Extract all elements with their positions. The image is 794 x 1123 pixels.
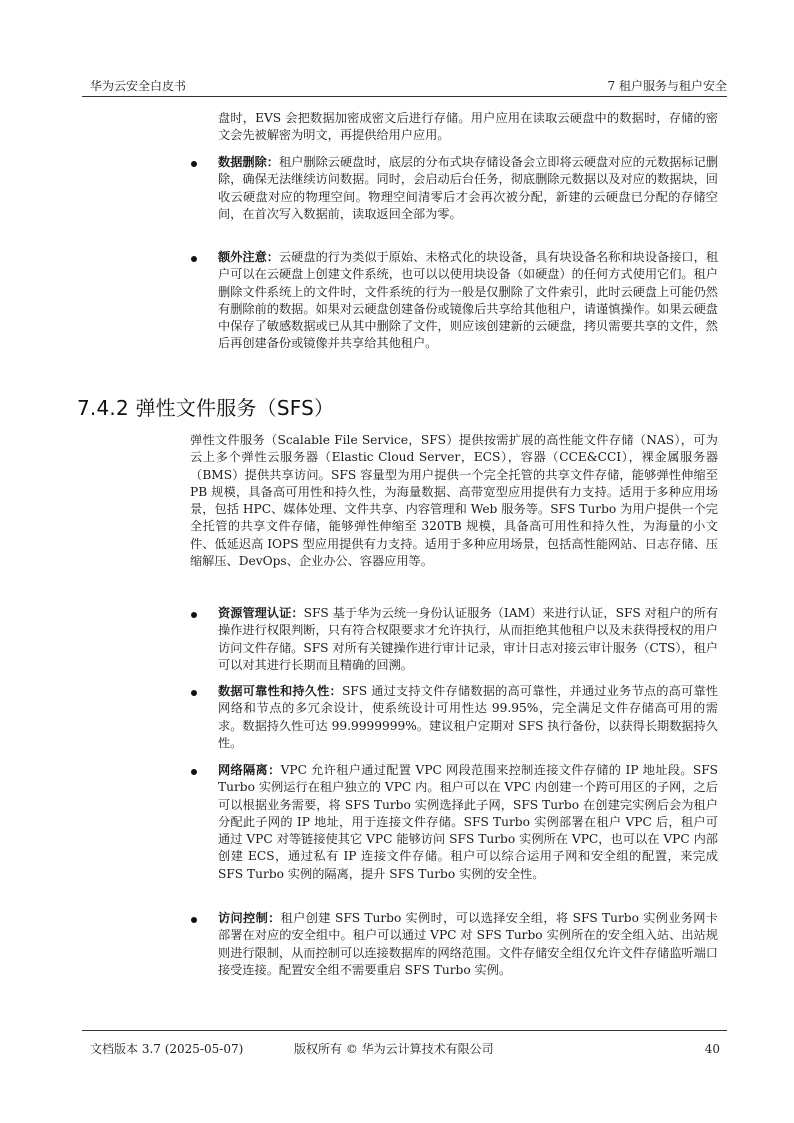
bullet-term: 访问控制：	[218, 911, 281, 925]
footer-page-number: 40	[704, 1042, 720, 1056]
bullet-term: 网络隔离：	[218, 763, 281, 777]
bullet-reliability	[218, 683, 718, 752]
footer-version: 文档版本 3.7 (2025-05-07)	[90, 1042, 244, 1056]
bullet-network-isolation	[218, 762, 718, 883]
bullet-text: 租户删除云硬盘时，底层的分布式块存储设备会立即将云硬盘对应的元数据标记删除，确保无法继续访问数据。同时，会启动后台任务，彻底删除元数据以及对应的数据块，回收云硬盘对应的物理空间。物理空间清零后才会再次被分配，新建的云硬盘已分配的存储空间，在首次写入数据前，读取返回全部为零。	[218, 155, 719, 221]
bullet-text: 租户创建 SFS Turbo 实例时，可以选择安全组，将 SFS Turbo 实例业务网卡部署在对应的安全组中。租户可以通过 VPC 对 SFS Turbo 实例所在的安全组入站、出站规则进行限制，从而控制可以连接数据库的网络范围。文件存储安全组仅允许文件存储监听端口接受连接。配置安全组不需要重启 SFS Turbo 实例。	[218, 911, 718, 977]
bullet-term: 额外注意：	[218, 250, 279, 264]
footer-divider	[82, 1030, 727, 1031]
bullet-dot	[191, 612, 197, 618]
header-chapter-title: 7 租户服务与租户安全	[607, 79, 727, 93]
bullet-dot	[191, 690, 197, 696]
bullet-dot	[191, 161, 197, 167]
bullet-dot	[191, 256, 197, 262]
bullet-text: VPC 允许租户通过配置 VPC 网段范围来控制连接文件存储的 IP 地址段。SFS Turbo 实例运行在租户独立的 VPC 内。租户可以在 VPC 内创建一个跨可用区的子网，之后可以根据业务需要，将 SFS Turbo 实例选择此子网，SFS Turbo 在创建完实例后会为租户分配此子网的 IP 地址，用于连接文件存储。SFS Turbo 实例部署在租户 VPC 后，租户可通过 VPC 对等链接使其它 VPC 能够访问 SFS Turbo 实例所在 VPC，也可以在 VPC 内部创建 ECS，通过私有 IP 连接文件存储。租户可以综合运用子网和安全组的配置，来完成 SFS Turbo 实例的隔离，提升 SFS Turbo 实例的安全性。	[218, 763, 718, 881]
continuation-paragraph: 盘时，EVS 会把数据加密成密文后进行存储。用户应用在读取云硬盘中的数据时，存储的密文会先被解密为明文，再提供给用户应用。	[218, 111, 718, 143]
bullet-resource-auth	[218, 605, 718, 674]
bullet-dot	[191, 769, 197, 775]
header-doc-title: 华为云安全白皮书	[90, 79, 187, 93]
bullet-extra-notice	[218, 249, 718, 353]
bullet-text: 云硬盘的行为类似于原始、未格式化的块设备，具有块设备名称和块设备接口，租户可以在云硬盘上创建文件系统，也可以以使用块设备（如硬盘）的任何方式使用它们。租户删除文件系统上的文件时，文件系统的行为一般是仅删除了文件索引，此时云硬盘上可能仍然有删除前的数据。如果对云硬盘创建备份或镜像后共享给其他租户，请谨慎操作。如果云硬盘中保存了敏感数据或已从其中删除了文件，则应该创建新的云硬盘，拷贝需要共享的文件，然后再创建备份或镜像并共享给其他租户。	[218, 250, 719, 351]
bullet-term: 数据可靠性和持久性：	[218, 684, 342, 698]
sfs-intro-paragraph: 弹性文件服务（Scalable File Service，SFS）提供按需扩展的高性能文件存储（NAS），可为云上多个弹性云服务器（Elastic Cloud Server，ECS），容器（CCE&CCI），裸金属服务器（BMS）提供共享访问。SFS 容量型为用户提供一个完全托管的共享文件存储，能够弹性伸缩至 PB 规模，具备高可用性和持久性，为海量数据、高带宽型应用提供有力支持。适用于多种应用场景，包括 HPC、媒体处理、文件共享、内容管理和 Web 服务等。SFS Turbo 为用户提供一个完全托管的共享文件存储，能够弹性伸缩至 320TB 规模，具备高可用性和持久性，为海量的小文件、低延迟高 IOPS 型应用提供有力支持。适用于多种应用场景，包括高性能网站、日志存储、压缩解压、DevOps、企业办公、容器应用等。	[190, 433, 718, 569]
footer-copyright: 版权所有 © 华为云计算技术有限公司	[294, 1042, 494, 1056]
bullet-term: 数据删除：	[218, 155, 279, 169]
bullet-dot	[191, 917, 197, 923]
section-title: 7.4.2 弹性文件服务（SFS）	[77, 396, 335, 420]
header-divider	[82, 96, 727, 97]
bullet-text: SFS 通过支持文件存储数据的高可靠性，并通过业务节点的高可靠性网络和节点的多冗余设计，使系统设计可用性达 99.95%，完全满足文件存储高可用的需求。数据持久性可达 99.9999999%。建议租户定期对 SFS 执行备份，以获得长期数据持久性。	[218, 684, 719, 750]
bullet-data-deletion	[218, 154, 718, 223]
bullet-term: 资源管理认证：	[218, 606, 304, 620]
bullet-text: SFS 基于华为云统一身份认证服务（IAM）来进行认证，SFS 对租户的所有操作进行权限判断，只有符合权限要求才允许执行，从而拒绝其他租户以及未获得授权的用户访问文件存储。SFS 对所有关键操作进行审计记录，审计日志对接云审计服务（CTS），租户可以对其进行长期而且精确的回溯。	[218, 606, 719, 672]
bullet-access-control	[218, 910, 718, 979]
